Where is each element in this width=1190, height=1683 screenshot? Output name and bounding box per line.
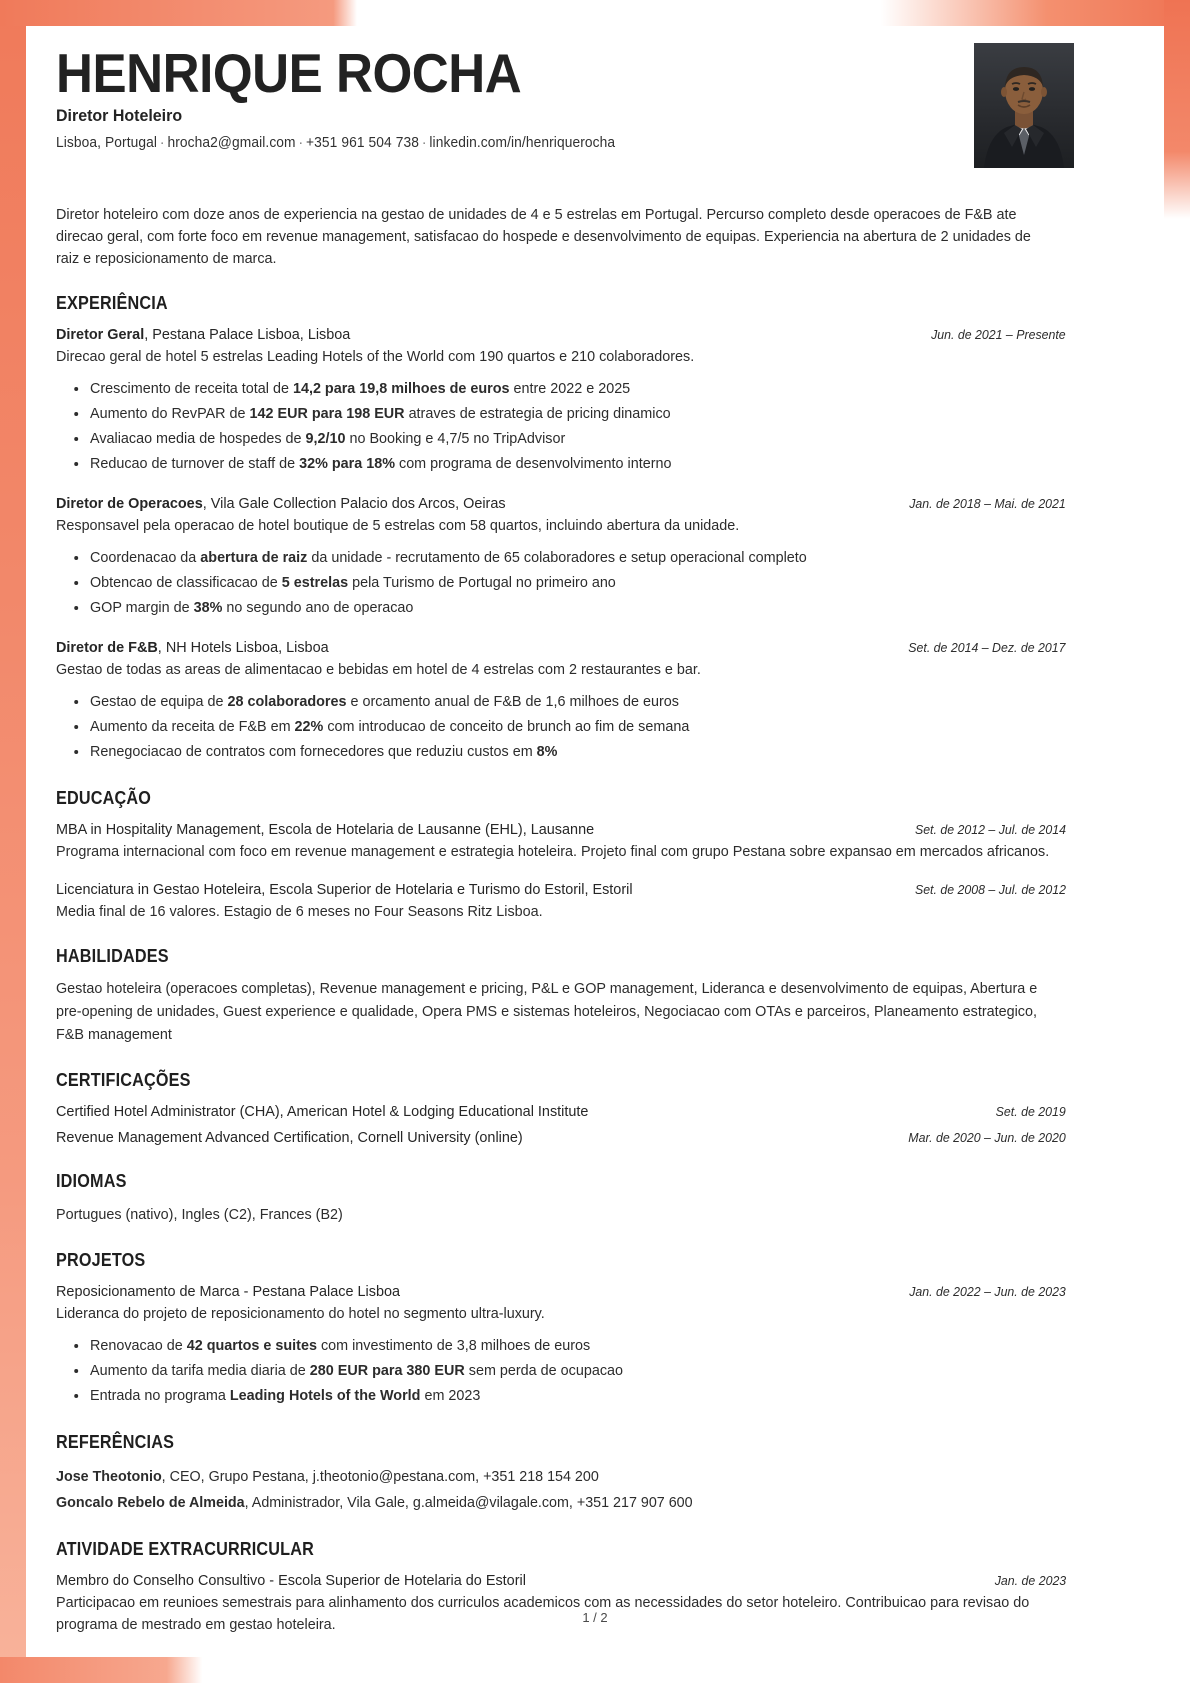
extracurricular-title: Membro do Conselho Consultivo - Escola Superior de Hotelaria do Estoril xyxy=(56,1573,526,1589)
experience-description: Responsavel pela operacao de hotel boutique de 5 estrelas com 58 quartos, incluindo abertura da unidade. xyxy=(56,518,740,534)
experience-entry xyxy=(56,638,1066,765)
contact-email[interactable]: hrocha2@gmail.com xyxy=(167,135,296,151)
section-heading-extracurricular: ATIVIDADE EXTRACURRICULAR xyxy=(56,1539,315,1559)
entry-header xyxy=(56,1282,1066,1302)
languages-text: Portugues (nativo), Ingles (C2), Frances (B2) xyxy=(56,1207,343,1223)
education-description: Media final de 16 valores. Estagio de 6 meses no Four Seasons Ritz Lisboa. xyxy=(56,904,543,920)
certification-title: Certified Hotel Administrator (CHA), American Hotel & Lodging Educational Institute xyxy=(56,1104,589,1120)
reference-name: Goncalo Rebelo de Almeida xyxy=(56,1495,245,1511)
resume-header xyxy=(56,44,1066,164)
certification-entry xyxy=(56,1128,1066,1148)
entry-date: Jan. de 2022 – Jun. de 2023 xyxy=(909,1284,1066,1299)
section-heading-languages: IDIOMAS xyxy=(56,1171,127,1191)
reference-entry: Goncalo Rebelo de Almeida, Administrador, Vila Gale, g.almeida@vilagale.com, +351 217 907 600 xyxy=(56,1495,693,1511)
section-heading-education: EDUCAÇÃO xyxy=(56,788,152,808)
skills-text: Gestao hoteleira (operacoes completas), Revenue management e pricing, P&L e GOP management, Lideranca e desenvolvimento de equipas, Abertura e pre-opening de unidades, Guest experience e qualidade, Opera PMS e sistemas hoteleiros, Negociacao com OTAs e parceiros, Planeamento estrategico, F&B management xyxy=(56,981,1038,1043)
experience-list xyxy=(56,325,1066,765)
bullet-highlight: 32% para 18% xyxy=(299,456,396,472)
page-number: 1 / 2 xyxy=(582,1610,608,1625)
certifications-list xyxy=(56,1102,1066,1148)
contact-line xyxy=(56,135,1016,151)
education-description: Programa internacional com foco em revenue management e estrategia hoteleira. Projeto final com grupo Pestana sobre expansao em mercados africanos. xyxy=(56,844,1050,860)
contact-linkedin[interactable]: linkedin.com/in/henriquerocha xyxy=(429,135,616,151)
job-title: Diretor Hoteleiro xyxy=(56,106,183,125)
project-description: Lideranca do projeto de reposicionamento do hotel no segmento ultra-luxury. xyxy=(56,1306,545,1322)
education-entry xyxy=(56,880,1066,923)
section-heading-certifications: CERTIFICAÇÕES xyxy=(56,1070,191,1090)
bullet-highlight: 5 estrelas xyxy=(281,575,349,591)
experience-description: Direcao geral de hotel 5 estrelas Leading Hotels of the World com 190 quartos e 210 colaboradores. xyxy=(56,349,695,365)
section-heading-experience: EXPERIÊNCIA xyxy=(56,293,168,313)
bullet-highlight: 8% xyxy=(536,744,558,760)
decorative-top-border xyxy=(0,0,1190,26)
entry-header xyxy=(56,820,1066,840)
entry-date: Set. de 2012 – Jul. de 2014 xyxy=(914,822,1066,837)
section-projects xyxy=(56,1250,1066,1409)
bullet-list xyxy=(56,1334,1066,1409)
entry-date: Jan. de 2023 xyxy=(994,1573,1066,1588)
contact-separator: · xyxy=(421,135,427,151)
experience-role: Diretor de F&B xyxy=(56,640,158,656)
professional-summary: Diretor hoteleiro com doze anos de experiencia na gestao de unidades de 4 e 5 estrelas em Portugal. Percurso completo desde operacoes de F&B ate direcao geral, com forte foco em revenue management, satisfacao do hospede e desenvolvimento de equipas. Experiencia na abertura de 2 unidades de raiz e reposicionamento de marca. xyxy=(56,207,1031,267)
decorative-bottom-border xyxy=(0,1657,1190,1683)
bullet-highlight: 14,2 para 19,8 milhoes de euros xyxy=(292,381,510,397)
bullet-highlight: Leading Hotels of the World xyxy=(229,1388,421,1404)
contact-separator: · xyxy=(298,135,304,151)
contact-separator: · xyxy=(159,135,165,151)
entry-date: Set. de 2014 – Dez. de 2017 xyxy=(908,640,1066,655)
contact-phone[interactable]: +351 961 504 738 xyxy=(306,135,420,151)
bullet-item: Gestao de equipa de 28 colaboradores e orcamento anual de F&B de 1,6 milhoes de euros xyxy=(90,690,1051,715)
experience-title: Diretor de F&B, NH Hotels Lisboa, Lisboa xyxy=(56,640,329,656)
page-footer xyxy=(0,1610,1190,1625)
entry-header xyxy=(56,325,1066,345)
avatar xyxy=(974,43,1074,168)
bullet-item: Entrada no programa Leading Hotels of the World em 2023 xyxy=(90,1384,1051,1409)
bullet-item: Aumento da tarifa media diaria de 280 EUR para 380 EUR sem perda de ocupacao xyxy=(90,1359,1051,1384)
experience-entry xyxy=(56,325,1066,477)
contact-location: Lisboa, Portugal xyxy=(56,135,158,151)
bullet-item: Aumento do RevPAR de 142 EUR para 198 EUR atraves de estrategia de pricing dinamico xyxy=(90,402,1051,427)
section-experience xyxy=(56,293,1066,765)
experience-title: Diretor de Operacoes, Vila Gale Collection Palacio dos Arcos, Oeiras xyxy=(56,496,506,512)
section-skills xyxy=(56,946,1066,1047)
section-languages xyxy=(56,1171,1066,1227)
bullet-item: Obtencao de classificacao de 5 estrelas pela Turismo de Portugal no primeiro ano xyxy=(90,571,1051,596)
bullet-list xyxy=(56,377,1066,477)
reference-entry: Jose Theotonio, CEO, Grupo Pestana, j.theotonio@pestana.com, +351 218 154 200 xyxy=(56,1469,599,1485)
entry-date: Jun. de 2021 – Presente xyxy=(931,327,1066,342)
education-title: Licenciatura in Gestao Hoteleira, Escola Superior de Hotelaria e Turismo do Estoril, Estoril xyxy=(56,882,633,898)
page-title: HENRIQUE ROCHA xyxy=(56,42,522,104)
section-certifications xyxy=(56,1070,1066,1148)
bullet-item: Coordenacao da abertura de raiz da unidade - recrutamento de 65 colaboradores e setup operacional completo xyxy=(90,546,1051,571)
entry-header xyxy=(56,880,1066,900)
bullet-list xyxy=(56,690,1066,765)
experience-title: Diretor Geral, Pestana Palace Lisboa, Lisboa xyxy=(56,327,351,343)
bullet-item: Aumento da receita de F&B em 22% com introducao de conceito de brunch ao fim de semana xyxy=(90,715,1051,740)
education-list xyxy=(56,820,1066,923)
extracurricular-description: Participacao em reunioes semestrais para alinhamento dos curriculos academicos com as necessidades do setor hoteleiro. Contribuicao para revisao do programa de mestrado em gestao hoteleira. xyxy=(56,1595,1030,1633)
extracurricular-list xyxy=(56,1571,1066,1636)
section-references xyxy=(56,1432,1066,1516)
bullet-item: Avaliacao media de hospedes de 9,2/10 no Booking e 4,7/5 no TripAdvisor xyxy=(90,427,1051,452)
bullet-highlight: 142 EUR para 198 EUR xyxy=(249,406,405,422)
entry-header xyxy=(56,494,1066,514)
extracurricular-entry xyxy=(56,1571,1066,1636)
projects-list xyxy=(56,1282,1066,1409)
section-heading-skills: HABILIDADES xyxy=(56,946,169,966)
decorative-left-border xyxy=(0,0,26,1683)
education-title: MBA in Hospitality Management, Escola de Hotelaria de Lausanne (EHL), Lausanne xyxy=(56,822,595,838)
section-education xyxy=(56,788,1066,923)
bullet-item: GOP margin de 38% no segundo ano de operacao xyxy=(90,596,1051,621)
references-list xyxy=(56,1464,1066,1516)
section-heading-projects: PROJETOS xyxy=(56,1250,146,1270)
bullet-highlight: 9,2/10 xyxy=(305,431,346,447)
decorative-right-border xyxy=(1164,0,1190,1683)
bullet-highlight: 42 quartos e suites xyxy=(186,1338,317,1354)
resume-content xyxy=(56,44,1066,1636)
experience-role: Diretor de Operacoes xyxy=(56,496,203,512)
certification-date: Set. de 2019 xyxy=(995,1104,1066,1119)
entry-header xyxy=(56,1571,1066,1591)
experience-description: Gestao de todas as areas de alimentacao e bebidas em hotel de 4 estrelas com 2 restaurantes e bar. xyxy=(56,662,701,678)
entry-date: Set. de 2008 – Jul. de 2012 xyxy=(914,882,1066,897)
bullet-item: Renegociacao de contratos com fornecedores que reduziu custos em 8% xyxy=(90,740,1051,765)
bullet-highlight: 22% xyxy=(294,719,324,735)
bullet-highlight: 28 colaboradores xyxy=(227,694,347,710)
bullet-list xyxy=(56,546,1066,621)
bullet-item: Renovacao de 42 quartos e suites com investimento de 3,8 milhoes de euros xyxy=(90,1334,1051,1359)
bullet-highlight: abertura de raiz xyxy=(200,550,308,566)
certification-date: Mar. de 2020 – Jun. de 2020 xyxy=(908,1130,1066,1145)
experience-entry xyxy=(56,494,1066,621)
project-title: Reposicionamento de Marca - Pestana Palace Lisboa xyxy=(56,1284,401,1300)
project-entry xyxy=(56,1282,1066,1409)
reference-name: Jose Theotonio xyxy=(56,1469,162,1485)
section-heading-references: REFERÊNCIAS xyxy=(56,1432,175,1452)
bullet-highlight: 38% xyxy=(193,600,223,616)
bullet-item: Reducao de turnover de staff de 32% para 18% com programa de desenvolvimento interno xyxy=(90,452,1051,477)
certification-entry xyxy=(56,1102,1066,1122)
education-entry xyxy=(56,820,1066,863)
experience-role: Diretor Geral xyxy=(56,327,145,343)
entry-date: Jan. de 2018 – Mai. de 2021 xyxy=(909,496,1066,511)
bullet-highlight: 280 EUR para 380 EUR xyxy=(309,1363,465,1379)
bullet-item: Crescimento de receita total de 14,2 para 19,8 milhoes de euros entre 2022 e 2025 xyxy=(90,377,1051,402)
certification-title: Revenue Management Advanced Certification, Cornell University (online) xyxy=(56,1130,523,1146)
entry-header xyxy=(56,638,1066,658)
